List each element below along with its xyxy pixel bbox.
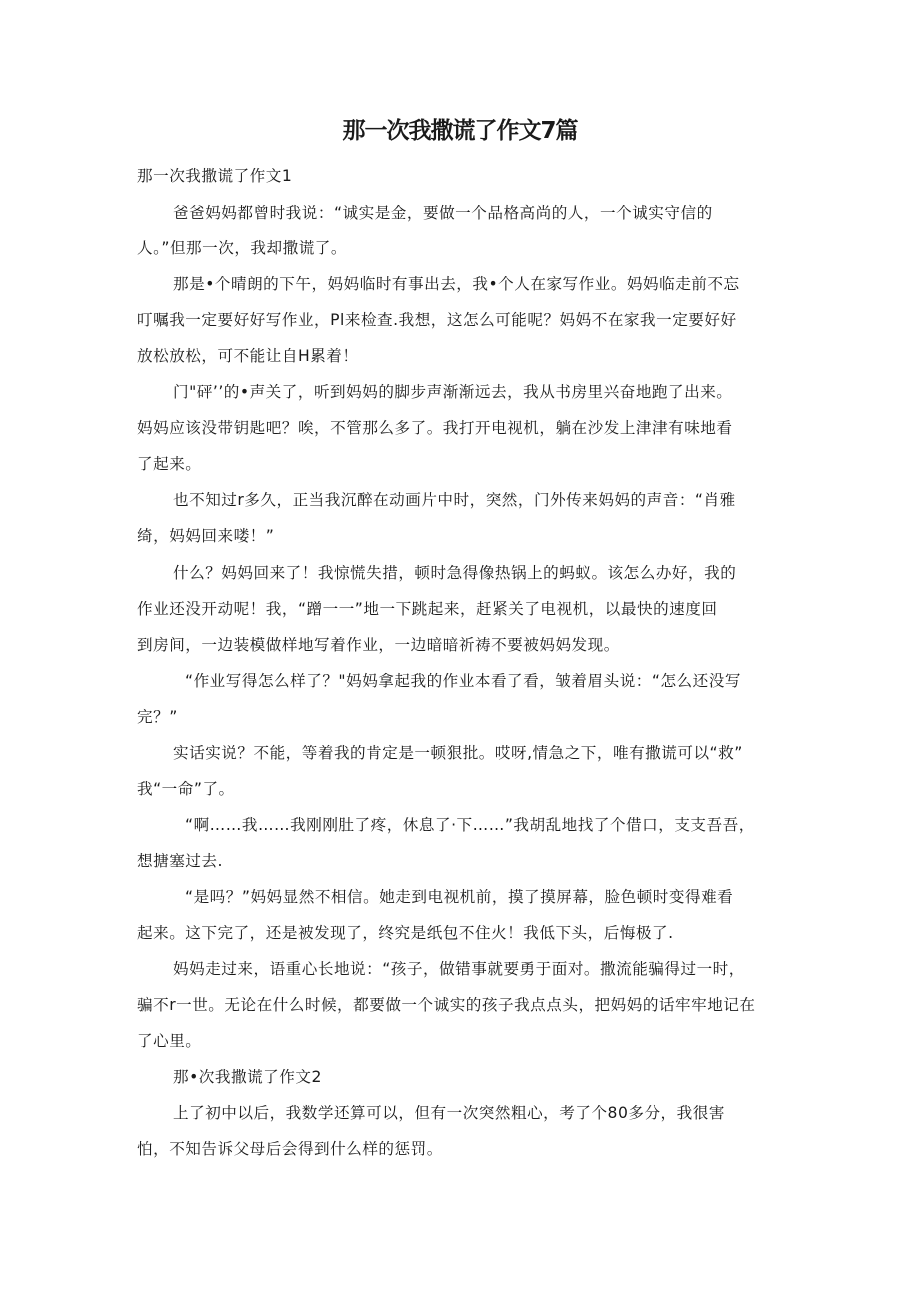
paragraph-line: 那是•个晴朗的下午，妈妈临时有事出去，我•个人在家写作业。妈妈临走前不忘 — [173, 275, 740, 293]
paragraph-line: 作业还没开动呢！我，“蹭一一”地一下跳起来，赶紧关了电视机，以最快的速度回 — [137, 600, 718, 618]
paragraph-line: 门"砰’’的•声关了，听到妈妈的脚步声渐渐远去，我从书房里兴奋地跑了出来。 — [173, 383, 733, 401]
paragraph-line: 起来。这下完了，还是被发现了，终究是纸包不住火！我低下头，后悔极了. — [137, 924, 674, 942]
paragraph-line: 上了初中以后，我数学还算可以，但有一次突然粗心，考了个80多分，我很害 — [173, 1104, 725, 1122]
paragraph-line: 放松放松，可不能让自H累着！ — [137, 347, 359, 365]
section-heading: 那•次我撒谎了作文2 — [173, 1068, 322, 1086]
paragraph-line: 了起来。 — [137, 455, 202, 473]
paragraph-line: 什么？妈妈回来了！我惊慌失措，顿时急得像热锅上的蚂蚁。该怎么办好，我的 — [173, 564, 737, 582]
paragraph-line: 爸爸妈妈都曾时我说：“诚实是金，要做一个品格高尚的人，一个诚实守信的 — [173, 204, 713, 222]
paragraph-line: 妈妈应该没带钥匙吧？唉，不管那么多了。我打开电视机，躺在沙发上津津有味地看 — [137, 419, 733, 437]
paragraph-line: 绮，妈妈回来喽！” — [137, 527, 275, 545]
paragraph-line: 怕，不知告诉父母后会得到什么样的惩罚。 — [137, 1140, 443, 1158]
paragraph-line: 人。”但那一次，我却撒谎了。 — [137, 239, 347, 257]
paragraph-line: “是吗？”妈妈显然不相信。她走到电视机前，摸了摸屏幕，脸色顿时变得难看 — [185, 888, 734, 906]
section-heading: 那一次我撒谎了作文1 — [137, 167, 293, 185]
paragraph-line: 骗不r一世。无论在什么时候，都要做一个诚实的孩子我点点头，把妈妈的话牢牢地记在 — [137, 996, 756, 1014]
paragraph-line: 我“一命”了。 — [137, 780, 235, 798]
paragraph-line: 完？” — [137, 708, 178, 726]
paragraph-line: 也不知过r多久，正当我沉醉在动画片中时，突然，门外传来妈妈的声音：“肖雅 — [173, 491, 736, 509]
paragraph-line: 妈妈走过来，语重心长地说：“孩子，做错事就要勇于面对。撒流能骗得过一时， — [173, 960, 745, 978]
paragraph-line: 了心里。 — [137, 1032, 202, 1050]
paragraph-line: 实话实说？不能，等着我的肯定是一顿狠批。哎呀,情急之下，唯有撒谎可以“救” — [173, 744, 743, 762]
paragraph-line: 到房间，一边装模做样地写着作业，一边暗暗祈祷不要被妈妈发现。 — [137, 636, 620, 654]
paragraph-line: “作业写得怎么样了？"妈妈拿起我的作业本看了看，皱着眉头说：“怎么还没写 — [185, 672, 741, 690]
document-title: 那一次我撒谎了作文7篇 — [342, 118, 578, 144]
paragraph-line: 叮嘱我一定要好好写作业，Pl来检查.我想，这怎么可能呢？妈妈不在家我一定要好好 — [137, 311, 737, 329]
paragraph-line: “啊……我……我刚刚肚了疼，休息了·下……”我胡乱地找了个借口，支支吾吾， — [185, 816, 755, 834]
paragraph-line: 想搪塞过去. — [137, 852, 223, 870]
